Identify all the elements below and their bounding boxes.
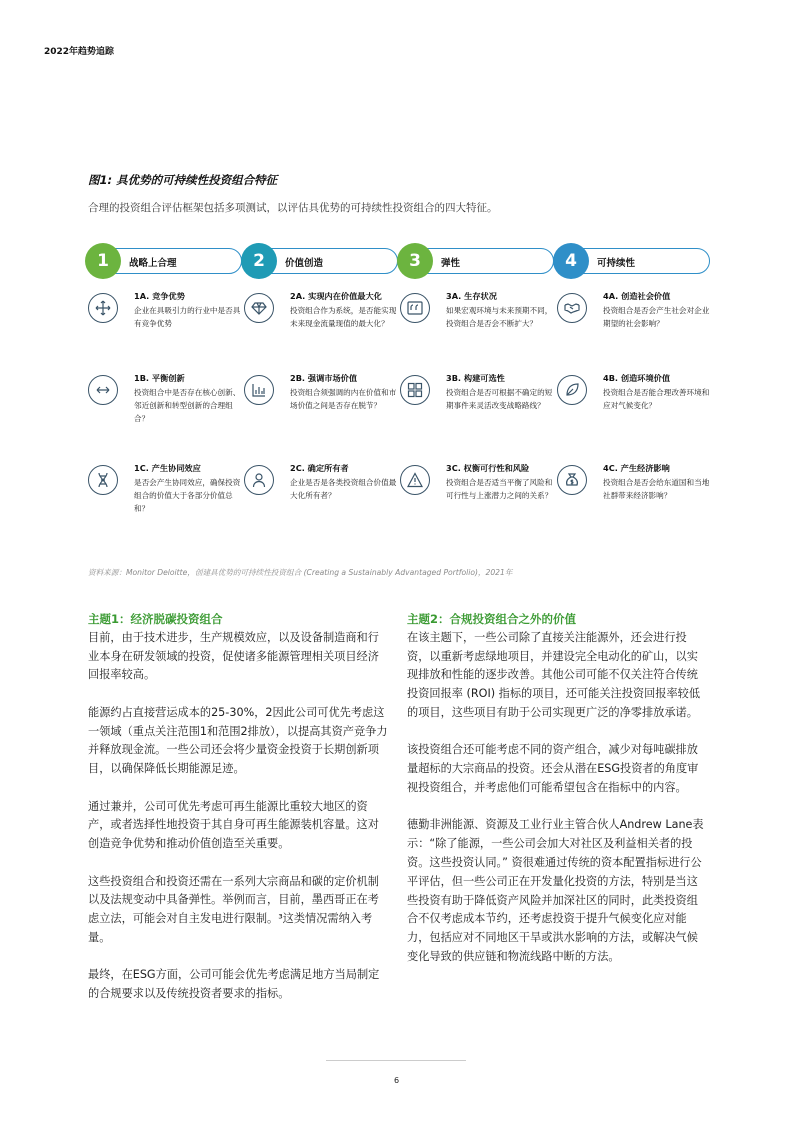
feature-title: 3A. 生存状况 bbox=[446, 291, 497, 301]
move-arrows-icon bbox=[88, 293, 118, 323]
feature-text: 投资组合作为系统，是否能实现未来现金流量现值的最大化？ bbox=[290, 306, 397, 328]
pillar-label: 价值创造 bbox=[285, 258, 324, 269]
paragraph: 这些投资组合和投资还需在一系列大宗商品和碳的定价机制以及法规变动中具备弹性。举例而言，目前，墨西哥正在考虑立法，可能会对自主发电进行限制。³这类情况需纳入考量。 bbox=[88, 874, 379, 944]
pillar-number: 4 bbox=[553, 243, 589, 279]
feature-text: 投资组合中是否存在核心创新、邻近创新和转型创新的合理组合？ bbox=[134, 388, 241, 423]
pillar-label: 可持续性 bbox=[597, 258, 636, 269]
feature-title: 2A. 实现内在价值最大化 bbox=[290, 291, 382, 301]
feature-title: 2B. 强调市场价值 bbox=[290, 373, 358, 383]
pillar-number: 3 bbox=[397, 243, 433, 279]
paragraph: 在该主题下，一些公司除了直接关注能源外，还会进行投资，以重新考虑绿地项目，并建设完全电动化的矿山，以实现排放和性能的逐步改善。其他公司可能不仅关注符合传统投资回报率 (ROI) 指标的项目，还可能关注投资回报率较低的项目，这些项目有助于公司实现更广泛的净零排放承诺。 bbox=[407, 630, 701, 719]
pillar-4 bbox=[554, 248, 710, 274]
pillar-label: 弹性 bbox=[441, 258, 461, 269]
theme-1-title: 主题1：经济脱碳投资组合 bbox=[88, 612, 223, 626]
feature-text: 企业在具吸引力的行业中是否具有竞争优势 bbox=[134, 306, 241, 328]
feature-title: 3B. 构建可选性 bbox=[446, 373, 505, 383]
diamond-icon bbox=[244, 293, 274, 323]
person-icon bbox=[244, 465, 274, 495]
pillar-number: 2 bbox=[241, 243, 277, 279]
figure-source: 资料来源：Monitor Deloitte，创建具优势的可持续性投资组合 (Creating a Sustainably Advantaged Portfolio)，2021年 bbox=[88, 568, 513, 577]
feature-title: 4C. 产生经济影响 bbox=[603, 463, 670, 473]
feature-text: 是否会产生协同效应，确保投资组合的价值大于各部分价值总和？ bbox=[134, 478, 241, 513]
pillar-number: 1 bbox=[85, 243, 121, 279]
pillar-3 bbox=[398, 248, 554, 274]
feature-title: 1C. 产生协同效应 bbox=[134, 463, 201, 473]
paragraph: 最终，在ESG方面，公司可能会优先考虑满足地方当局制定的合规要求以及传统投资者要求的指标。 bbox=[88, 968, 380, 1001]
page-number: 6 bbox=[393, 1076, 400, 1085]
theme-2-title: 主题2：合规投资组合之外的价值 bbox=[407, 612, 576, 626]
feature-text: 投资组合是否会给东道国和当地社群带来经济影响？ bbox=[603, 478, 710, 500]
feature-text: 投资组合须强调的内在价值和市场价值之间是否存在脱节？ bbox=[290, 388, 397, 410]
pillar-label: 战略上合理 bbox=[129, 258, 177, 269]
paragraph: 能源约占直接营运成本的25-30%，2因此公司可优先考虑这一领域（重点关注范围1和范围2排放），以提高其资产竞争力并释放现金流。一些公司还会将少量资金投资于长期创新项目，以确保降低长期能源足迹。 bbox=[88, 705, 388, 776]
bar-chart-icon bbox=[244, 375, 274, 405]
feature-text: 如果宏观环境与未来预期不同，投资组合是否会不断扩大？ bbox=[446, 306, 553, 328]
paragraph: 该投资组合还可能考虑不同的资产组合，减少对每吨碳排放量超标的大宗商品的投资。还会从潜在ESG投资者的角度审视投资组合，并考虑他们可能希望包含在指标中的内容。 bbox=[407, 743, 699, 794]
pillar-2 bbox=[242, 248, 398, 274]
feature-title: 4A. 创造社会价值 bbox=[603, 291, 671, 301]
feature-text: 投资组合是否能合理改善环境和应对气候变化？ bbox=[603, 388, 710, 410]
feature-title: 1A. 竞争优势 bbox=[134, 291, 185, 301]
paragraph: 德勤非洲能源、资源及工业行业主管合伙人Andrew Lane表示：“除了能源，一些公司会加大对社区及利益相关者的投资。这些投资认同。” 资很难通过传统的资本配置指标进行公平评估，但一些公司正在开发量化投资的方法，特别是当这些投资有助于降低资产风险并加深社区的同时，此类投资组合不仅考虑成本节约，还考虑投资于提升气候变化应对能力，包括应对不同地区干旱或洪水影响的方法，或解决气候变化导致的供应链和物流线路中断的方法。 bbox=[407, 818, 704, 963]
feature-title: 1B. 平衡创新 bbox=[134, 373, 185, 383]
feature-text: 投资组合是否适当平衡了风险和可行性与上涨潜力之间的关系？ bbox=[446, 478, 553, 500]
dna-icon bbox=[88, 465, 118, 495]
footer-divider bbox=[326, 1060, 466, 1061]
feature-title: 3C. 权衡可行性和风险 bbox=[446, 463, 530, 473]
paragraph: 通过兼并，公司可优先考虑可再生能源比重较大地区的资产，或者选择性地投资于其自身可再生能源装机容量。这对创造竞争优势和推动价值创造至关重要。 bbox=[88, 799, 379, 851]
money-bag-icon bbox=[557, 465, 587, 495]
document-header: 2022年趋势追踪 bbox=[44, 47, 115, 57]
feature-text: 企业是否是各类投资组合价值最大化所有者？ bbox=[290, 478, 397, 500]
paragraph: 目前，由于技术进步，生产规模效应，以及设备制造商和行业本身在研发领域的投资，促使诸多能源管理相关项目经济回报率较高。 bbox=[88, 630, 379, 682]
left-column bbox=[88, 610, 388, 1004]
feature-title: 4B. 创造环境价值 bbox=[603, 373, 671, 383]
left-right-arrow-icon bbox=[88, 375, 118, 405]
warning-icon bbox=[400, 465, 430, 495]
figure-title: 图1: 具优势的可持续性投资组合特征 bbox=[88, 173, 278, 187]
feature-text: 投资组合是否会产生社会对企业期望的社会影响？ bbox=[603, 306, 710, 328]
grid-icon bbox=[400, 375, 430, 405]
quote-icon bbox=[400, 293, 430, 323]
right-column bbox=[407, 610, 707, 967]
handshake-icon bbox=[557, 293, 587, 323]
figure-subtitle: 合理的投资组合评估框架包括多项测试，以评估具优势的可持续性投资组合的四大特征。 bbox=[88, 202, 498, 214]
feature-text: 投资组合是否可根据不确定的短期事件来灵活改变战略路线？ bbox=[446, 388, 553, 410]
leaf-icon bbox=[557, 375, 587, 405]
feature-title: 2C. 确定所有者 bbox=[290, 463, 349, 473]
pillar-1 bbox=[86, 248, 242, 274]
